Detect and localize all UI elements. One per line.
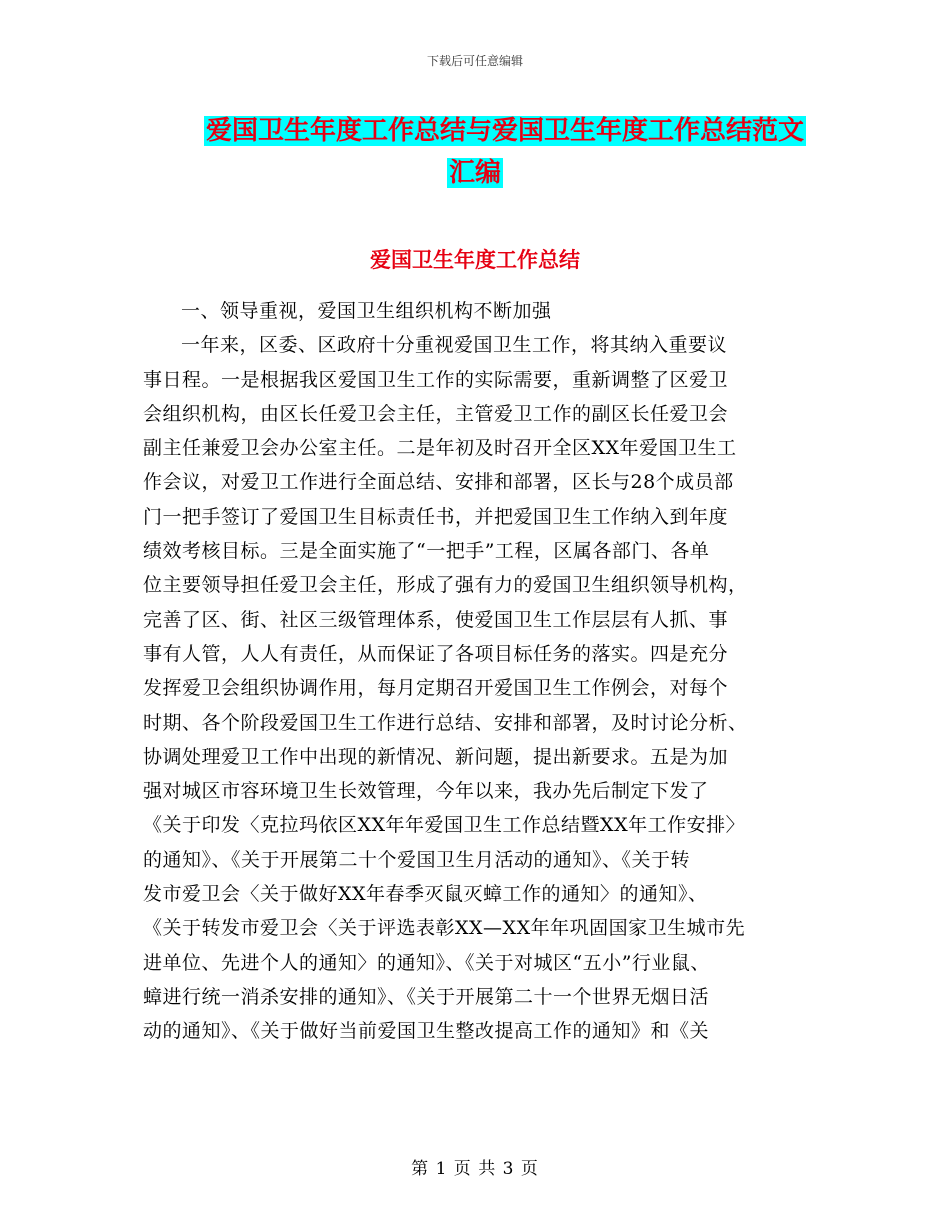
paragraph-line: 时期、各个阶段爱国卫生工作进行总结、安排和部署，及时讨论分析、 [143,711,748,734]
paragraph-line: 门一把手签订了爱国卫生目标责任书，并把爱国卫生工作纳入到年度 [143,505,729,528]
document-body [143,294,793,1049]
title-highlight: 汇编 [448,158,501,188]
title-highlight: 爱国卫生年度工作总结与爱国卫生年度工作总结范文 [205,116,804,146]
paragraph-line: 一年来，区委、区政府十分重视爱国卫生工作，将其纳入重要议 [181,334,728,357]
paragraph-line: 作会议，对爱卫工作进行全面总结、安排和部署，区长与28个成员部 [143,471,734,494]
document-title-line-1 [0,108,950,154]
paragraph-line: 动的通知》、《关于做好当前爱国卫生整改提高工作的通知》和《关 [143,1020,710,1043]
paragraph-line: 事日程。一是根据我区爱国卫生工作的实际需要，重新调整了区爱卫 [143,368,729,391]
paragraph-line: 绩效考核目标。三是全面实施了“一把手”工程，区属各部门、各单 [143,540,710,563]
body-paragraph [143,328,793,1048]
paragraph-line: 副主任兼爱卫会办公室主任。二是年初及时召开全区XX年爱国卫生工 [143,437,737,460]
paragraph-line: 进单位、先进个人的通知〉的通知》、《关于对城区“五小”行业鼠、 [143,951,710,974]
paragraph-line: 会组织机构，由区长任爱卫会主任，主管爱卫工作的副区长任爱卫会 [143,402,729,425]
section-heading: 一、领导重视，爱国卫生组织机构不断加强 [181,300,552,322]
paragraph-line: 事有人管，人人有责任，从而保证了各项目标任务的落实。四是充分 [143,642,729,665]
paragraph-line: 强对城区市容环境卫生长效管理，今年以来，我办先后制定下发了 [143,780,709,803]
paragraph-line: 协调处理爱卫工作中出现的新情况、新问题，提出新要求。五是为加 [143,745,729,768]
page-header: 下载后可任意编辑 [426,54,523,68]
paragraph-line: 《关于印发〈克拉玛依区XX年年爱国卫生工作总结暨XX年工作安排〉 [143,814,746,837]
paragraph-line: 发挥爱卫会组织协调作用，每月定期召开爱国卫生工作例会，对每个 [143,677,729,700]
document-title-line-2 [0,150,950,196]
paragraph-line: 完善了区、街、社区三级管理体系，使爱国卫生工作层层有人抓、事 [143,608,729,631]
paragraph-line: 位主要领导担任爱卫会主任，形成了强有力的爱国卫生组织领导机构， [143,574,748,597]
paragraph-line: 蟑进行统一消杀安排的通知》、《关于开展第二十一个世界无烟日活 [143,985,710,1008]
section-title: 爱国卫生年度工作总结 [370,247,580,272]
paragraph-line: 的通知》、《关于开展第二十个爱国卫生月活动的通知》、《关于转 [143,848,691,871]
paragraph-line: 《关于转发市爱卫会〈关于评选表彰XX—XX年年巩固国家卫生城市先 [143,917,746,940]
page-footer: 第 1 页 共 3 页 [411,1159,539,1179]
paragraph-line: 发市爱卫会〈关于做好XX年春季灭鼠灭蟑工作的通知〉的通知》、 [143,883,708,906]
